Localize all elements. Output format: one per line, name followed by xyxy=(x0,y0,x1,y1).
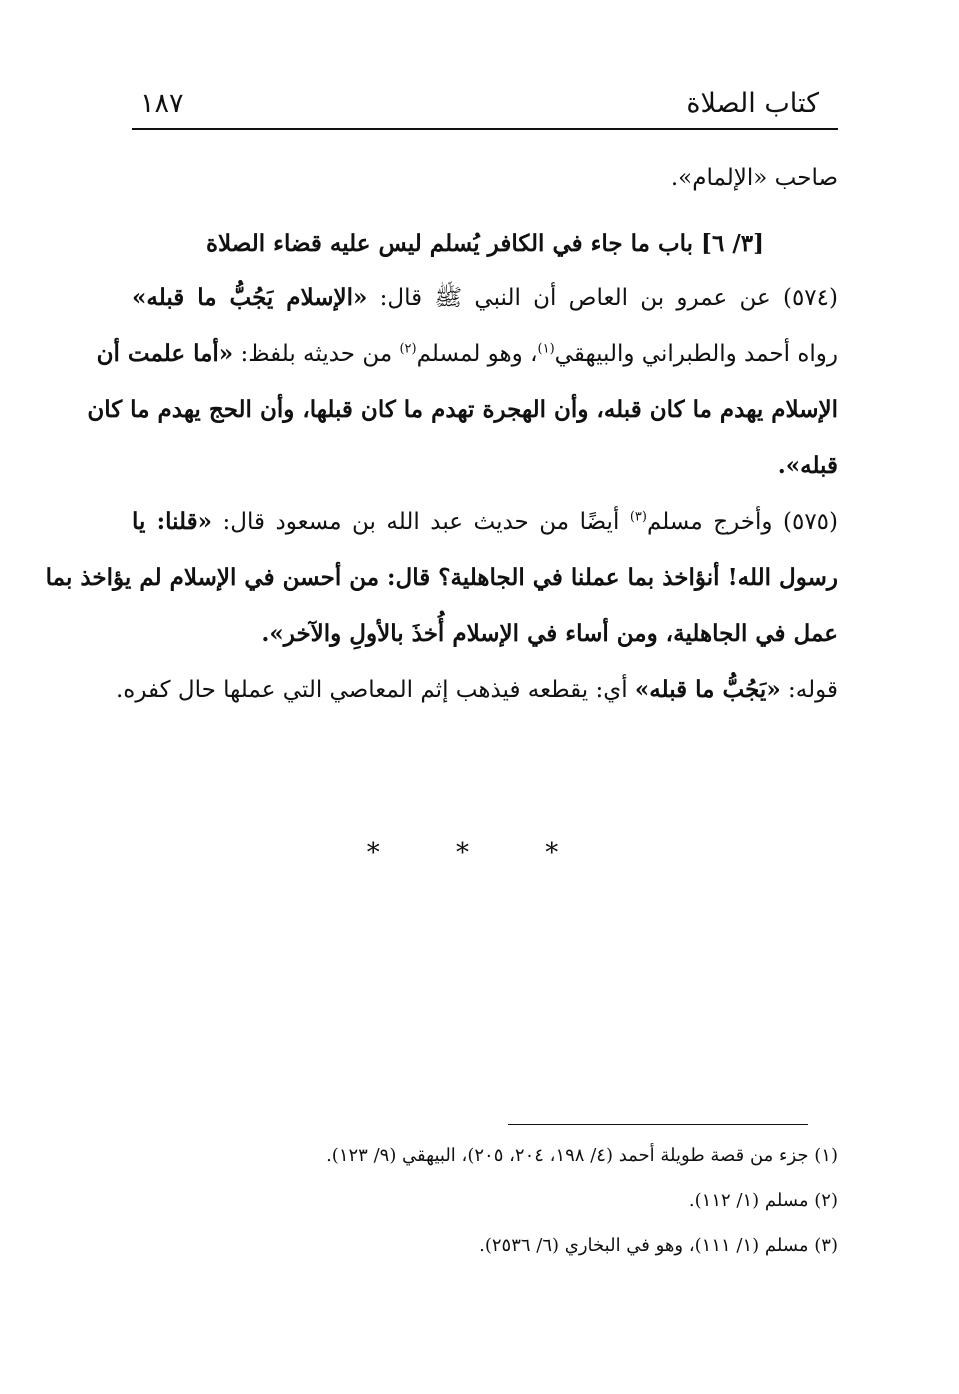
running-title: كتاب الصلاة xyxy=(686,88,819,119)
header-rule xyxy=(132,128,838,130)
hadith-574-text-a: رواه أحمد والطبراني والبيهقي xyxy=(554,341,838,367)
hadith-574-line-3: الإسلام يهدم ما كان قبله، وأن الهجرة تهدم ما كان قبلها، وأن الحج يهدم ما كان xyxy=(87,396,838,423)
hadith-574-line-4: قبله». xyxy=(777,452,838,479)
commentary-text: أي: يقطعه فيذهب إثم المعاصي التي عملها حال كفره. xyxy=(115,677,635,703)
hadith-575-line-2: رسول الله! أنؤاخذ بما عملنا في الجاهلية؟ قال: من أحسن في الإسلام لم يؤاخذ بما xyxy=(45,564,838,591)
main-text xyxy=(45,150,839,730)
hadith-574-quote: «الإسلام يَجُبُّ ما قبله» xyxy=(132,284,368,311)
hadith-574-text-c: من حديثه بلفظ: xyxy=(233,341,400,367)
hadith-574 xyxy=(87,282,838,506)
hadith-575-text: أيضًا من حديث عبد الله بن مسعود قال: xyxy=(212,509,630,535)
hadith-575-intro: (٥٧٥) وأخرج مسلم xyxy=(646,509,839,535)
carryover-line: صاحب «الإلمام». xyxy=(670,165,838,191)
footnote-rule xyxy=(508,1124,808,1125)
hadith-574-line-2 xyxy=(96,338,838,394)
footnote-2: (٢) مسلم (١/ ١١٢). xyxy=(688,1190,838,1211)
hadith-574-quote-2: «أما علمت أن xyxy=(96,340,234,367)
footnote-ref-2[interactable]: (٢) xyxy=(399,341,417,357)
hadith-575-line-3: عمل في الجاهلية، ومن أساء في الإسلام أُخذَ بالأولِ والآخر». xyxy=(261,620,838,647)
section-heading: [٣/ ٦] باب ما جاء في الكافر يُسلم ليس عليه قضاء الصلاة xyxy=(206,230,764,257)
hadith-575-quote: «قلنا: يا xyxy=(132,508,213,535)
footnote-1: (١) جزء من قصة طويلة أحمد (٤/ ١٩٨، ٢٠٤، ٢٠٥)، البيهقي (٩/ ١٢٣). xyxy=(326,1145,838,1166)
footnote-ref-1[interactable]: (١) xyxy=(537,341,555,357)
hadith-574-intro: (٥٧٤) عن عمرو بن العاص أن النبي ﷺ قال: xyxy=(367,285,838,311)
commentary-lead: قوله: xyxy=(780,677,838,703)
hadith-574-text-b: ، وهو لمسلم xyxy=(416,341,538,367)
commentary xyxy=(115,674,838,730)
commentary-quote: «يَجُبُّ ما قبله» xyxy=(634,676,781,703)
footnote-3: (٣) مسلم (١/ ١١١)، وهو في البخاري (٦/ ٢٥٣٦). xyxy=(479,1235,838,1256)
hadith-575-line-1 xyxy=(132,506,838,562)
page-number: ١٨٧ xyxy=(140,88,184,119)
footnotes xyxy=(132,1143,838,1278)
hadith-574-line-1 xyxy=(132,282,838,338)
hadith-575 xyxy=(45,506,839,674)
section-separator: * * * xyxy=(366,838,593,868)
footnote-ref-3[interactable]: (٣) xyxy=(629,509,647,525)
